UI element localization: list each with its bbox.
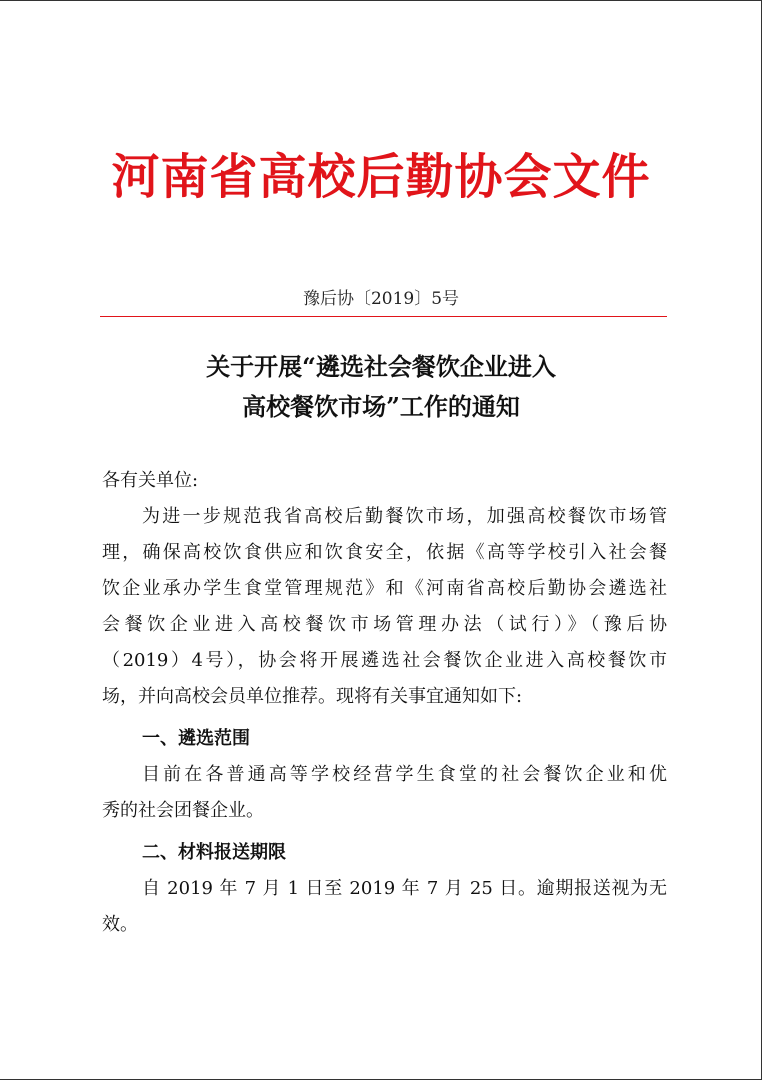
intro-paragraph [102, 499, 667, 715]
salutation: 各有关单位: [102, 470, 199, 491]
section-2-line: 自 2019 年 7 月 1 日至 2019 年 7 月 25 日。逾期报送视为无 [142, 878, 667, 899]
section-1-line: 秀的社会团餐企业。 [102, 800, 264, 821]
notice-body [102, 463, 667, 943]
intro-line: 会餐饮企业进入高校餐饮市场管理办法（试行）》（豫后协 [102, 614, 667, 635]
section-1-heading: 一、遴选范围 [142, 728, 250, 749]
section-1-paragraph [102, 757, 667, 829]
intro-line: 理，确保高校饮食供应和饮食安全，依据《高等学校引入社会餐 [102, 542, 667, 563]
section-1-line: 目前在各普通高等学校经营学生食堂的社会餐饮企业和优 [142, 764, 667, 785]
intro-line: 饮企业承办学生食堂管理规范》和《河南省高校后勤协会遴选社 [102, 578, 667, 599]
notice-title [0, 347, 762, 427]
section-2-paragraph [102, 871, 667, 943]
notice-title-line-2: 高校餐饮市场”工作的通知 [242, 392, 520, 421]
section-2-heading: 二、材料报送期限 [142, 842, 286, 863]
document-header-title: 河南省高校后勤协会文件 [111, 149, 651, 205]
intro-line: 为进一步规范我省高校后勤餐饮市场，加强高校餐饮市场管 [142, 506, 667, 527]
intro-line: 场，并向高校会员单位推荐。现将有关事宜通知如下: [102, 686, 523, 707]
red-divider-line [100, 316, 667, 317]
notice-title-line-1: 关于开展“遴选社会餐饮企业进入 [206, 352, 556, 381]
section-2-line: 效。 [102, 914, 138, 935]
document-number: 豫后协〔2019〕5号 [302, 289, 460, 309]
intro-line: （2019）4号），协会将开展遴选社会餐饮企业进入高校餐饮市 [102, 650, 667, 671]
